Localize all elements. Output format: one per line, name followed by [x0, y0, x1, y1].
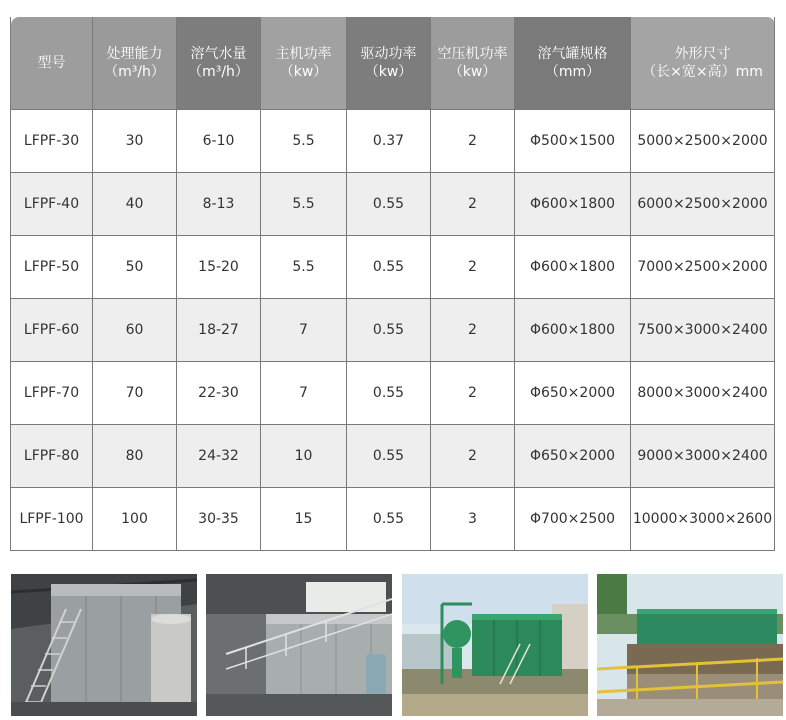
spec-table — [10, 17, 775, 551]
table-row — [11, 362, 775, 425]
cell-drive-power: 0.55 — [347, 173, 431, 236]
cell-compressor-power: 2 — [431, 173, 515, 236]
cell-model: LFPF-60 — [11, 299, 93, 362]
cell-model: LFPF-30 — [11, 110, 93, 173]
cell-main-power: 15 — [261, 488, 347, 551]
cell-model: LFPF-50 — [11, 236, 93, 299]
cell-compressor-power: 2 — [431, 425, 515, 488]
table-row — [11, 236, 775, 299]
equipment-photo — [597, 574, 783, 716]
cell-dissolved-water: 22-30 — [177, 362, 261, 425]
cell-tank-spec: Φ600×1800 — [515, 299, 631, 362]
indoor-railing-image — [206, 574, 392, 716]
header-main-power: 主机功率 （kw） — [261, 17, 347, 110]
header-capacity: 处理能力 （m³/h） — [93, 17, 177, 110]
cell-tank-spec: Φ500×1500 — [515, 110, 631, 173]
cell-main-power: 7 — [261, 299, 347, 362]
cell-capacity: 60 — [93, 299, 177, 362]
cell-dissolved-water: 8-13 — [177, 173, 261, 236]
cell-capacity: 70 — [93, 362, 177, 425]
cell-main-power: 5.5 — [261, 173, 347, 236]
table-row — [11, 488, 775, 551]
header-dissolved-water: 溶气水量 （m³/h） — [177, 17, 261, 110]
table-row — [11, 173, 775, 236]
cell-capacity: 80 — [93, 425, 177, 488]
cell-tank-spec: Φ700×2500 — [515, 488, 631, 551]
spec-table-container — [10, 17, 774, 551]
cell-main-power: 10 — [261, 425, 347, 488]
table-row — [11, 110, 775, 173]
cell-dimensions: 10000×3000×2600 — [631, 488, 775, 551]
cell-compressor-power: 2 — [431, 299, 515, 362]
cell-compressor-power: 2 — [431, 110, 515, 173]
table-header-row — [11, 17, 775, 110]
cell-tank-spec: Φ650×2000 — [515, 425, 631, 488]
cell-dimensions: 5000×2500×2000 — [631, 110, 775, 173]
cell-main-power: 7 — [261, 362, 347, 425]
outdoor-green-unit-image — [402, 574, 588, 716]
cell-dimensions: 9000×3000×2400 — [631, 425, 775, 488]
cell-dimensions: 8000×3000×2400 — [631, 362, 775, 425]
header-dimensions: 外形尺寸 （长×宽×高）mm — [631, 17, 775, 110]
cell-dissolved-water: 24-32 — [177, 425, 261, 488]
cell-drive-power: 0.55 — [347, 362, 431, 425]
equipment-photo — [11, 574, 197, 716]
cell-tank-spec: Φ650×2000 — [515, 362, 631, 425]
header-tank-spec: 溶气罐规格 （mm） — [515, 17, 631, 110]
cell-capacity: 40 — [93, 173, 177, 236]
equipment-photo-strip — [11, 574, 783, 716]
cell-dimensions: 7000×2500×2000 — [631, 236, 775, 299]
cell-dissolved-water: 18-27 — [177, 299, 261, 362]
cell-dimensions: 7500×3000×2400 — [631, 299, 775, 362]
cell-tank-spec: Φ600×1800 — [515, 236, 631, 299]
cell-drive-power: 0.55 — [347, 488, 431, 551]
cell-model: LFPF-80 — [11, 425, 93, 488]
cell-compressor-power: 2 — [431, 236, 515, 299]
cell-drive-power: 0.55 — [347, 425, 431, 488]
cell-model: LFPF-100 — [11, 488, 93, 551]
table-row — [11, 425, 775, 488]
header-model: 型号 — [11, 17, 93, 110]
cell-drive-power: 0.55 — [347, 299, 431, 362]
cell-main-power: 5.5 — [261, 110, 347, 173]
cell-dissolved-water: 6-10 — [177, 110, 261, 173]
header-drive-power: 驱动功率 （kw） — [347, 17, 431, 110]
cell-compressor-power: 3 — [431, 488, 515, 551]
header-compressor-power: 空压机功率 （kw） — [431, 17, 515, 110]
cell-dissolved-water: 15-20 — [177, 236, 261, 299]
cell-compressor-power: 2 — [431, 362, 515, 425]
cell-capacity: 50 — [93, 236, 177, 299]
indoor-unit-image — [11, 574, 197, 716]
cell-drive-power: 0.37 — [347, 110, 431, 173]
outdoor-large-unit-image — [597, 574, 783, 716]
cell-model: LFPF-40 — [11, 173, 93, 236]
cell-capacity: 30 — [93, 110, 177, 173]
equipment-photo — [206, 574, 392, 716]
equipment-photo — [402, 574, 588, 716]
cell-dissolved-water: 30-35 — [177, 488, 261, 551]
cell-model: LFPF-70 — [11, 362, 93, 425]
cell-dimensions: 6000×2500×2000 — [631, 173, 775, 236]
cell-drive-power: 0.55 — [347, 236, 431, 299]
table-row — [11, 299, 775, 362]
cell-capacity: 100 — [93, 488, 177, 551]
cell-main-power: 5.5 — [261, 236, 347, 299]
cell-tank-spec: Φ600×1800 — [515, 173, 631, 236]
